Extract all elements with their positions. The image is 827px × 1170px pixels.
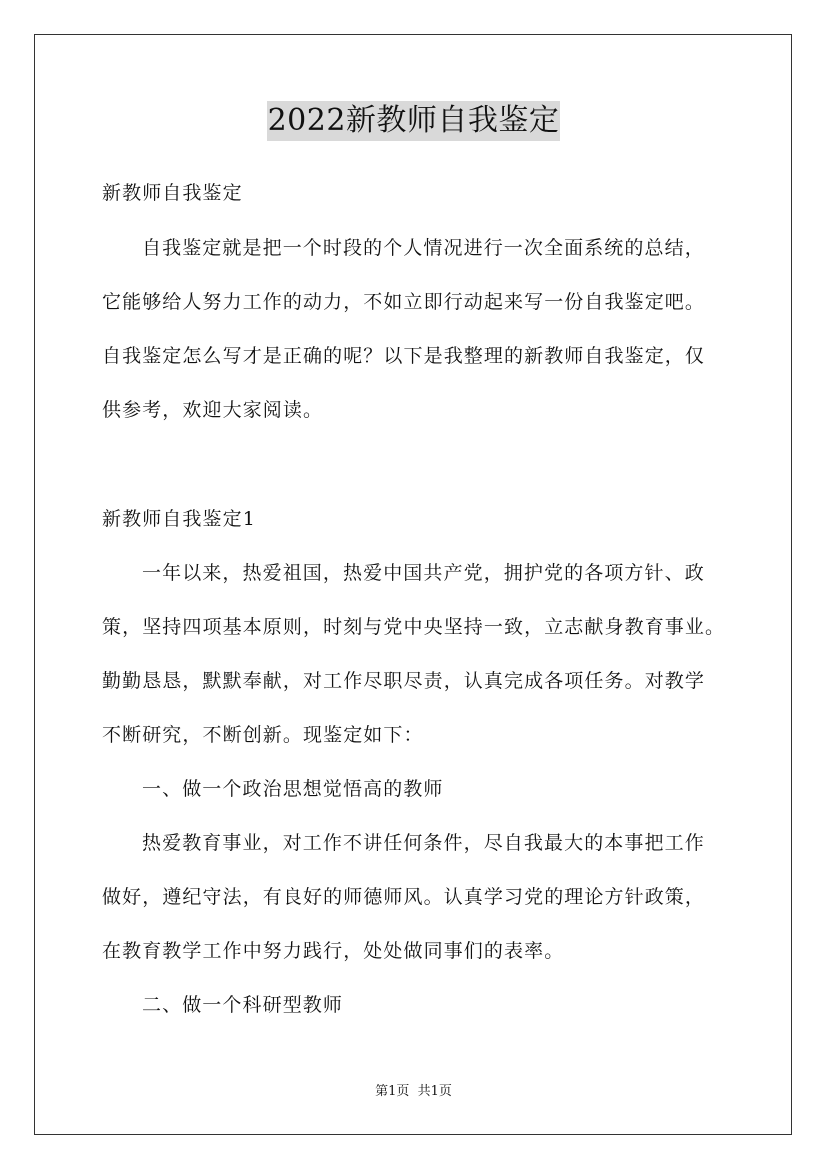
intro-line-4: 供参考，欢迎大家阅读。 [102,399,324,421]
section1-line-1: 一年以来，热爱祖国，热爱中国共产党，拥护党的各项方针、政 [142,562,705,584]
document-subtitle: 新教师自我鉴定 [102,182,243,204]
point1-heading: 一、做一个政治思想觉悟高的教师 [142,778,444,800]
intro-line-3: 自我鉴定怎么写才是正确的呢？以下是我整理的新教师自我鉴定，仅 [102,345,706,367]
title-container [0,101,827,141]
point1-line-3: 在教育教学工作中努力践行，处处做同事们的表率。 [102,940,565,962]
intro-line-2: 它能够给人努力工作的动力，不如立即行动起来写一份自我鉴定吧。 [102,291,706,313]
page-number: 第1页 共1页 [375,1084,452,1099]
document-title: 2022新教师自我鉴定 [267,101,561,141]
section1-line-3: 勤勤恳恳，默默奉献，对工作尽职尽责，认真完成各项任务。对教学 [102,670,706,692]
point1-line-2: 做好，遵纪守法，有良好的师德师风。认真学习党的理论方针政策， [102,886,706,908]
section1-line-4: 不断研究，不断创新。现鉴定如下： [102,724,424,746]
point2-heading: 二、做一个科研型教师 [142,994,344,1016]
section1-line-2: 策，坚持四项基本原则，时刻与党中央坚持一致，立志献身教育事业。 [102,616,726,638]
section1-heading: 新教师自我鉴定1 [102,508,256,530]
point1-line-1: 热爱教育事业，对工作不讲任何条件，尽自我最大的本事把工作 [142,832,705,854]
intro-line-1: 自我鉴定就是把一个时段的个人情况进行一次全面系统的总结， [142,237,705,259]
page-footer [0,1084,827,1100]
